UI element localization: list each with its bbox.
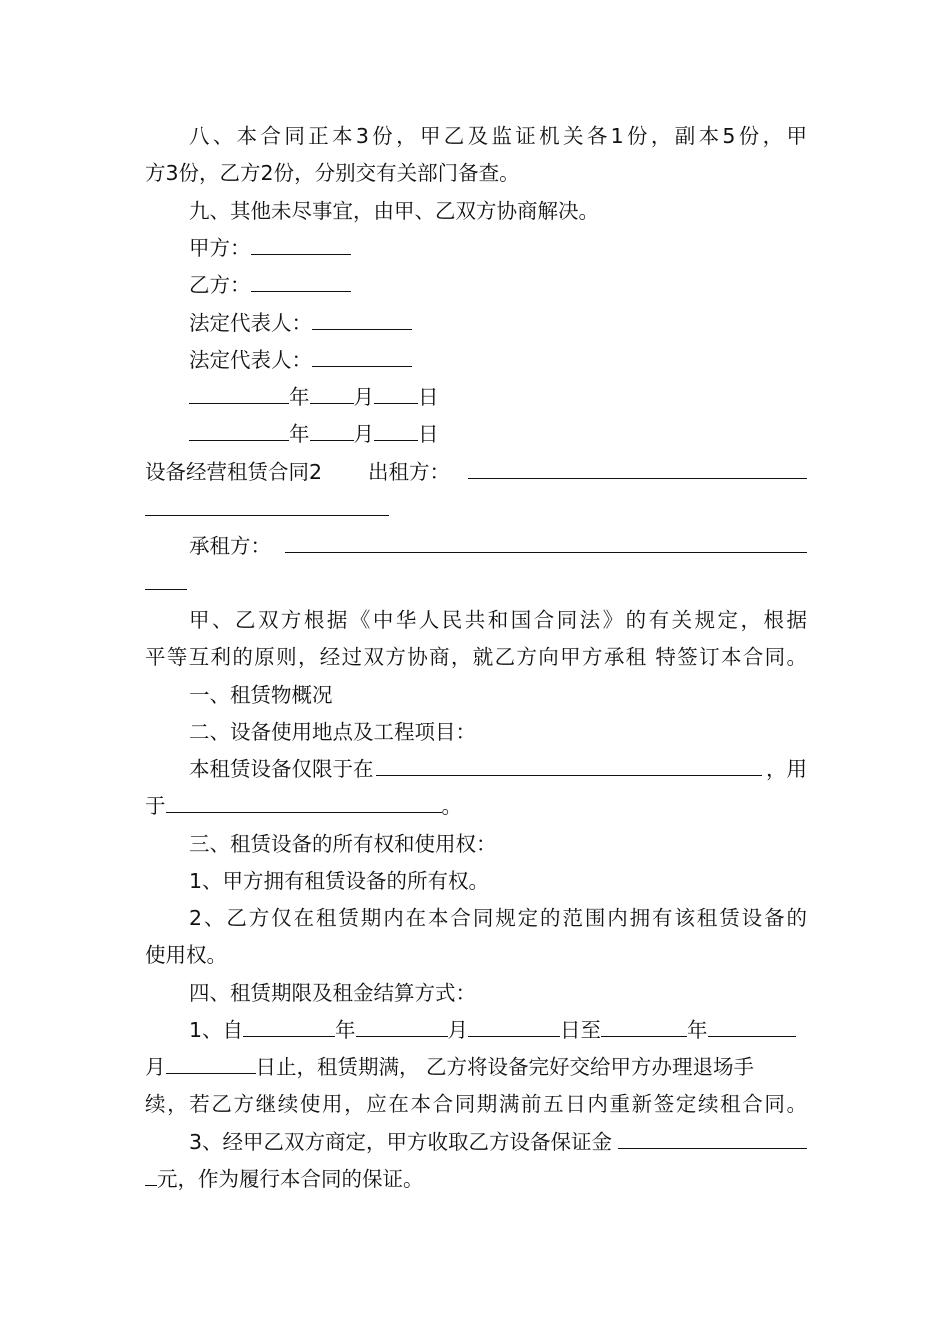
day-label: 日 [418,422,439,446]
clause-8-line-2: 方3份，乙方2份，分别交有关部门备查。 [145,161,520,185]
section-4-heading: 四、租赁期限及租金结算方式： [189,981,476,1005]
party-a-blank [251,234,351,255]
end-month-label: 月 [145,1055,166,1079]
lessee-blank [285,532,807,553]
legal-rep-b-blank [312,346,412,367]
legal-rep-a-blank [312,309,412,330]
lessor-blank-continued [145,495,807,523]
legal-rep-b [145,346,807,374]
lessee-blank-2 [145,569,187,590]
period-end-text: 日止，租赁期满， 乙方将设备完好交给甲方办理退场手 [255,1055,755,1079]
month-blank [310,383,354,404]
period-line-1 [145,1016,807,1044]
deposit-label: 3、经甲乙双方商定，甲方收取乙方设备保证金 [189,1130,613,1154]
start-month-label: 月 [447,1018,469,1042]
party-b-blank [251,271,351,292]
section-2-heading: 二、设备使用地点及工程项目： [189,720,476,744]
month-label: 月 [353,385,374,409]
year-blank [189,383,289,404]
purpose-label: 于 [145,794,166,818]
contract-title: 设备经营租赁合同2 [145,460,323,484]
year-label: 年 [289,422,310,446]
clause-8-line-1: 八、本合同正本3份，甲乙及监证机关各1份，副本5份，甲 [189,124,807,148]
legal-rep-a [145,309,807,337]
date-line-2 [145,420,807,448]
party-b-label: 乙方： [189,273,251,297]
section-1-heading: 一、租赁物概况 [189,683,333,707]
month-blank [310,420,354,441]
lessor-blank-2 [145,495,389,516]
location-line [145,755,807,783]
preamble-line-1: 甲、乙双方根据《中华人民共和国合同法》的有关规定，根据 [189,608,807,632]
deposit-blank-2 [145,1165,157,1186]
purpose-blank [166,792,442,813]
start-day-to-label: 日至 [560,1018,602,1042]
end-year-label: 年 [687,1018,708,1042]
legal-rep-b-label: 法定代表人： [189,348,312,372]
end-year-blank [601,1016,687,1037]
title-lessor-line [145,458,807,486]
party-a-label: 甲方： [189,236,251,260]
location-label: 本租赁设备仅限于在 [189,757,374,781]
lessee-line [145,532,807,560]
year-label: 年 [289,385,310,409]
lessee-label: 承租方： [189,534,271,558]
preamble-line-2: 平等互利的原则，经过双方协商，就乙方向甲方承租 特签订本合同。 [145,645,807,669]
period-from-label: 1、自 [189,1018,244,1042]
section-3-item-2-line-1: 2、乙方仅在租赁期内在本合同规定的范围内拥有该租赁设备的 [189,906,807,930]
deposit-line [145,1128,807,1156]
month-label: 月 [353,422,374,446]
location-suffix: ，用 [766,757,807,781]
period-line-2 [145,1053,807,1081]
purpose-suffix: 。 [441,794,462,818]
section-3-heading: 三、租赁设备的所有权和使用权： [189,832,497,856]
end-day-blank [166,1053,256,1074]
day-blank [374,383,418,404]
purpose-line [145,792,807,820]
party-a-signature [145,234,807,262]
start-year-blank [243,1016,335,1037]
deposit-blank [618,1128,807,1149]
day-label: 日 [418,385,439,409]
lessee-blank-continued [145,569,807,597]
deposit-suffix: 元，作为履行本合同的保证。 [157,1167,424,1191]
party-b-signature [145,271,807,299]
lessor-blank [468,458,807,479]
location-blank [376,755,763,776]
deposit-line-2 [145,1165,807,1193]
clause-9: 九、其他未尽事宜，由甲、乙双方协商解决。 [189,199,599,223]
period-line-3: 续，若乙方继续使用，应在本合同期满前五日内重新签定续租合同。 [145,1092,807,1116]
section-3-item-1: 1、甲方拥有租赁设备的所有权。 [189,869,490,893]
date-line-1 [145,383,807,411]
day-blank [374,420,418,441]
end-month-blank [708,1016,796,1037]
section-3-item-2-line-2: 使用权。 [145,943,227,967]
lessor-label: 出租方： [368,460,451,484]
legal-rep-a-label: 法定代表人： [189,311,312,335]
start-year-label: 年 [335,1018,356,1042]
year-blank [189,420,289,441]
start-day-blank [468,1016,560,1037]
start-month-blank [356,1016,448,1037]
